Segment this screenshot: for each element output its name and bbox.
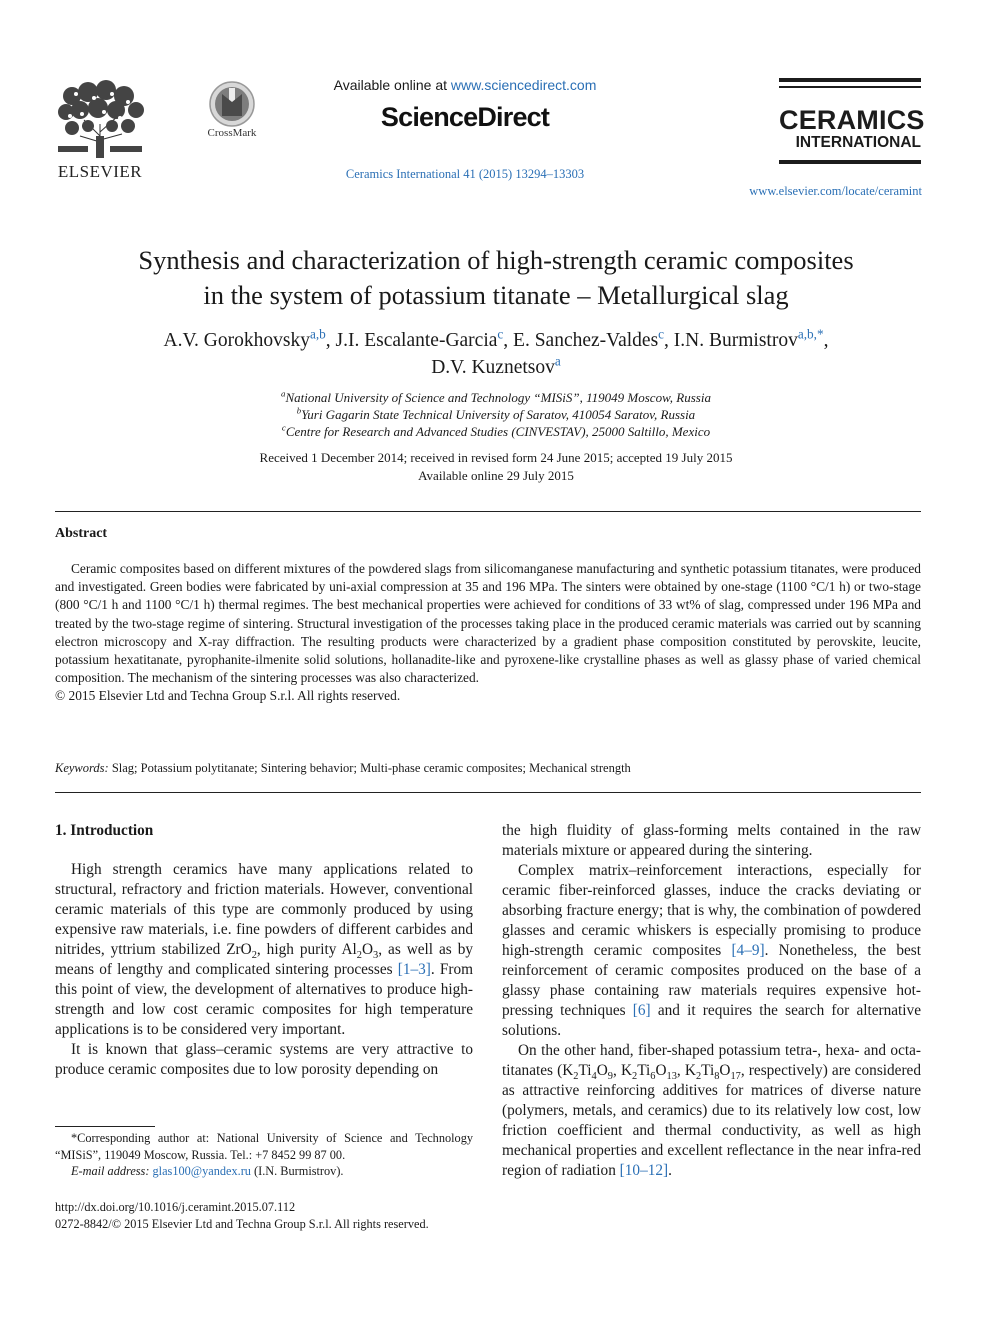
text-run: High strength ceramics have many applications related to structural, refractory and friction materials. However, conventional ceramic materials of this type are commonly produced by using expensive raw materials, i.e. fine powders of different carbides and nitrides, yttrium stabilized ZrO <box>55 861 473 958</box>
elsevier-wordmark: ELSEVIER <box>57 162 143 181</box>
keywords <box>55 761 921 776</box>
author-affiliation-marker[interactable]: c <box>497 326 504 342</box>
affiliation-text: Centre for Research and Advanced Studies (CINVESTAV), 25000 Saltillo, Mexico <box>285 424 711 439</box>
reference-link[interactable]: [10–12] <box>619 1162 669 1179</box>
affiliation-marker: b <box>296 405 302 416</box>
author-name: J.I. Escalante-Garcia <box>335 330 498 351</box>
footnote-text: Corresponding author at: National University of Science and Technology “MISiS”, 119049 Moscow, Russia. Tel.: +7 8452 99 87 00. <box>55 1131 473 1162</box>
available-online <box>300 77 630 93</box>
text-run: Complex matrix–reinforcement interactions, especially for ceramic fiber-reinforced glasses, induce the cracks deviating or absorbing fracture energy; that is why, the combination of powdered glasses and ceramic whiskers is especially promising to produce high-strength ceramic composites <box>502 862 921 959</box>
author-separator: , <box>503 330 514 351</box>
reference-link[interactable]: [4–9] <box>731 942 765 959</box>
journal-citation[interactable]: Ceramics International 41 (2015) 13294–13303 <box>345 167 585 181</box>
text-run: , respectively) are considered as attractive reinforcing additives for matrices of diverse nature (polymers, metals, and ceramics) due to its relatively low cost, low friction coefficient and thermal conductivity, as well as high mechanical properties and excellent reflectance in the near infra-red region of radiation <box>502 1062 921 1179</box>
reference-link[interactable]: [6] <box>632 1002 651 1019</box>
text-run: O <box>719 1062 731 1079</box>
subscript: 6 <box>650 1071 656 1083</box>
email-suffix: (I.N. Burmistrov). <box>250 1164 344 1178</box>
affiliation-list <box>60 389 932 440</box>
intro-paragraph-4 <box>502 1041 921 1181</box>
text-run: , <box>676 1062 685 1079</box>
subscript: 2 <box>695 1071 702 1083</box>
text-run: . From this point of view, the development of alternatives to produce high-strength and low cost ceramic composites for high temperature applications is to be considered very important. <box>55 961 473 1038</box>
reference-link[interactable]: [1–3] <box>397 961 431 978</box>
abstract-body <box>55 560 921 706</box>
affiliation-text: Yuri Gagarin State Technical University of Saratov, 410054 Saratov, Russia <box>301 407 696 422</box>
subscript: 8 <box>714 1071 720 1083</box>
subscript: 9 <box>607 1071 613 1083</box>
text-run: O <box>361 941 374 958</box>
text-run: O <box>596 1062 608 1079</box>
article-identifiers <box>55 1199 473 1232</box>
affiliation-marker: a <box>281 388 286 399</box>
abstract-top-rule <box>55 511 921 512</box>
article-title <box>60 243 932 313</box>
crossmark-badge[interactable] <box>200 80 264 142</box>
sciencedirect-logo: ScienceDirect <box>380 102 550 132</box>
abstract-paragraph: Ceramic composites based on different mixtures of the powdered slags from silicomanganese manufacturing and synthetic potassium titanates, were produced and investigated. Green bodies were fabricated by uni-axial compression at 35 and 196 MPa. The sinters were obtained by one-stage (1100 °C/1 h) or two-stage (800 °C/1 h and 1100 °C/1 h) thermal regimes. The best mechanical properties were achieved for conditions of 33 wt% of slag, compressed under 196 MPa and treated by the two-stage regime of sintering. Structural investigation of the processes taking place in the produced ceramic materials was carried out by scanning electron microscopy and X-ray diffraction. The resulting products were characterized by a gradient phase composition constituted by perovskite, leucite, potassium hexatitanate, pyrophanite-ilmenite solid solutions, hollanadite-like and pyroxene-like crystalline phases as well as glassy phase of varied chemical composition. The mechanism of the sintering processes was also characterized. <box>55 561 921 686</box>
author-affiliation-marker[interactable]: c <box>658 326 665 342</box>
text-run: , <box>612 1062 621 1079</box>
subscript: 13 <box>666 1071 677 1083</box>
text-run: . <box>668 1162 672 1179</box>
history-dates: Received 1 December 2014; received in revised form 24 June 2015; accepted 19 July 2015 <box>259 450 733 465</box>
author-name: A.V. Gorokhovsky <box>163 330 310 351</box>
footnote-rule <box>55 1126 155 1127</box>
section-heading: 1. Introduction <box>55 822 154 839</box>
text-run: , as well as by means of lengthy and complicated sintering processes <box>55 941 473 978</box>
email-label: E-mail address: <box>71 1164 150 1178</box>
abstract-heading: Abstract <box>55 526 108 541</box>
elsevier-logo <box>52 80 148 180</box>
affiliation <box>60 406 932 423</box>
available-online-prefix: Available online at <box>333 77 451 93</box>
affiliation-marker: c <box>281 422 286 433</box>
article-history <box>60 449 932 485</box>
subscript: 2 <box>251 950 257 962</box>
text-run: . Nonetheless, the best reinforcement of ceramic composites produced on the base of a glassy phase containing raw materials requires expensive hot-pressing techniques <box>502 942 921 1019</box>
crossmark-label: CrossMark <box>207 127 257 139</box>
left-column <box>55 821 473 1080</box>
author-name: I.N. Burmistrov <box>673 330 798 351</box>
text-run: Ti <box>637 1062 651 1079</box>
author-list <box>60 327 932 381</box>
available-online-date: Available online 29 July 2015 <box>418 468 574 483</box>
text-run: O <box>655 1062 667 1079</box>
subscript: 17 <box>730 1071 741 1083</box>
keywords-label: Keywords: <box>55 761 109 775</box>
doi-link[interactable]: http://dx.doi.org/10.1016/j.ceramint.2015.07.112 <box>55 1200 296 1214</box>
author-name: D.V. Kuznetsov <box>431 357 555 378</box>
author-affiliation-marker[interactable]: a <box>554 353 561 369</box>
subscript: 3 <box>373 950 379 962</box>
author-affiliation-marker[interactable]: a,b,* <box>797 326 824 342</box>
subscript: 4 <box>591 1071 597 1083</box>
email-link[interactable]: glas100@yandex.ru <box>152 1164 251 1178</box>
author-name: E. Sanchez-Valdes <box>513 330 659 351</box>
affiliation <box>60 389 932 406</box>
text-run: and it requires the search for alternative solutions. <box>502 1002 921 1039</box>
intro-paragraph-continued: the high fluidity of glass-forming melts contained in the raw materials mixture or appeared during the sintering. <box>502 822 921 859</box>
text-run: , high purity Al <box>256 941 357 958</box>
text-run: K <box>684 1062 696 1079</box>
affiliation-text: National University of Science and Technology “MISiS”, 119049 Moscow, Russia <box>285 390 711 405</box>
author-affiliation-marker[interactable]: a,b <box>309 326 326 342</box>
text-run: Ti <box>701 1062 715 1079</box>
abstract-copyright: © 2015 Elsevier Ltd and Techna Group S.r.l. All rights reserved. <box>55 688 401 704</box>
author-separator: , <box>325 330 336 351</box>
author-separator: , <box>823 330 829 351</box>
intro-paragraph-3 <box>502 861 921 1041</box>
subscript: 2 <box>573 1071 579 1083</box>
journal-logo-rule <box>779 160 921 164</box>
abstract-bottom-rule <box>55 792 921 793</box>
text-run: On the other hand, fiber-shaped potassium tetra-, hexa- and octa-titanates (K <box>502 1042 921 1079</box>
author-separator: , <box>664 330 674 351</box>
journal-logo <box>779 105 925 152</box>
affiliation <box>60 423 932 440</box>
title-line-2: in the system of potassium titanate – Metallurgical slag <box>203 280 789 310</box>
journal-logo-bars-icon <box>779 78 921 90</box>
journal-logo-line2: INTERNATIONAL <box>795 134 921 151</box>
title-line-1: Synthesis and characterization of high-strength ceramic composites <box>138 245 854 275</box>
right-column <box>502 821 921 1181</box>
footnote-star: * <box>71 1131 78 1145</box>
crossmark-icon <box>200 80 264 130</box>
subscript: 2 <box>632 1071 638 1083</box>
issn-copyright: 0272-8842/© 2015 Elsevier Ltd and Techna Group S.r.l. All rights reserved. <box>55 1216 429 1231</box>
subscript: 2 <box>356 950 362 962</box>
journal-url-link[interactable]: www.elsevier.com/locate/ceramint <box>749 184 922 198</box>
text-run: Ti <box>578 1062 592 1079</box>
text-run: K <box>620 1062 632 1079</box>
intro-paragraph-1 <box>55 860 473 1040</box>
corresponding-author-footnote <box>55 1130 473 1180</box>
sciencedirect-link[interactable]: www.sciencedirect.com <box>450 77 597 93</box>
intro-paragraph-2: It is known that glass–ceramic systems are very attractive to produce ceramic composites due to low porosity depending on <box>55 1041 473 1078</box>
journal-logo-line1: CERAMICS <box>779 105 925 135</box>
keywords-text: Slag; Potassium polytitanate; Sintering behavior; Multi-phase ceramic composites; Mechanical strength <box>108 761 631 775</box>
